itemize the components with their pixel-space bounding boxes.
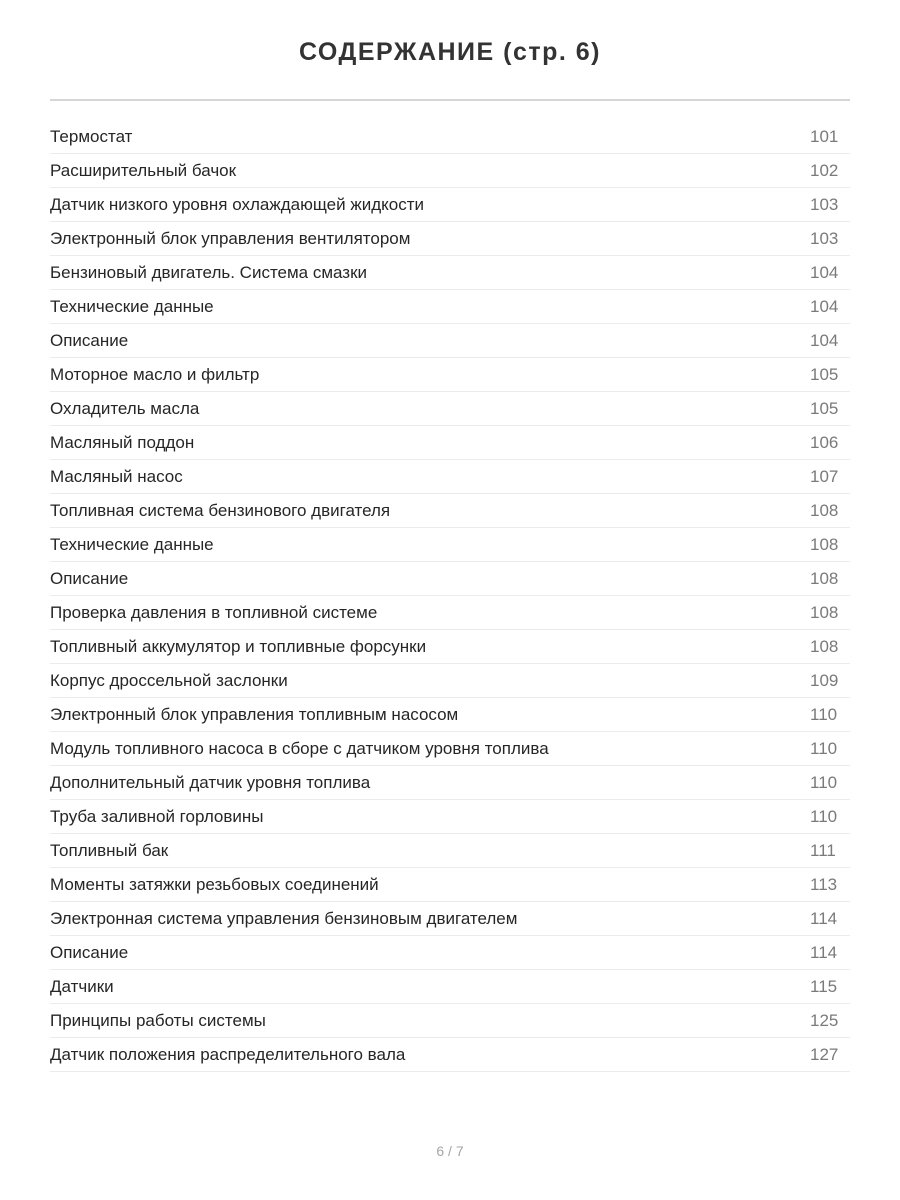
toc-entry-page: 102 xyxy=(810,160,839,180)
toc-entry-page: 110 xyxy=(810,704,838,724)
toc-entry-title: Топливный аккумулятор и топливные форсунки xyxy=(50,636,427,656)
toc-entry-title: Модуль топливного насоса в сборе с датчиком уровня топлива xyxy=(50,738,549,758)
toc-entry-page: 113 xyxy=(810,874,838,894)
toc-entry-title: Технические данные xyxy=(50,296,214,316)
toc-entry-page: 108 xyxy=(810,534,839,554)
toc-entry-title: Моменты затяжки резьбовых соединений xyxy=(50,874,379,894)
toc-entry-page: 108 xyxy=(810,602,839,622)
toc-entry-title: Технические данные xyxy=(50,534,214,554)
toc-row[interactable] xyxy=(50,834,850,868)
toc-entry-title: Труба заливной горловины xyxy=(50,806,264,826)
toc-entry-page: 110 xyxy=(810,806,838,826)
toc-row[interactable] xyxy=(50,800,850,834)
toc-row[interactable] xyxy=(50,460,850,494)
toc-entry-title: Моторное масло и фильтр xyxy=(50,364,260,384)
page-title: СОДЕРЖАНИЕ (стр. 6) xyxy=(298,38,602,66)
toc-entry-page: 110 xyxy=(810,738,838,758)
toc-row[interactable] xyxy=(50,936,850,970)
toc-row[interactable] xyxy=(50,358,850,392)
toc-entry-title: Бензиновый двигатель. Система смазки xyxy=(50,262,368,282)
toc-row[interactable] xyxy=(50,664,850,698)
toc-entry-title: Корпус дроссельной заслонки xyxy=(50,670,288,690)
toc-entry-page: 104 xyxy=(810,296,839,316)
toc-entry-page: 107 xyxy=(810,466,839,486)
toc-row[interactable] xyxy=(50,766,850,800)
toc-entry-page: 114 xyxy=(810,942,838,962)
toc-entry-title: Расширительный бачок xyxy=(50,160,237,180)
toc-entry-title: Принципы работы системы xyxy=(50,1010,266,1030)
toc-row[interactable] xyxy=(50,698,850,732)
toc-row[interactable] xyxy=(50,494,850,528)
toc-row[interactable] xyxy=(50,256,850,290)
toc-entry-title: Датчик положения распределительного вала xyxy=(50,1044,406,1064)
toc-entry-title: Термостат xyxy=(50,126,133,146)
toc-entry-page: 104 xyxy=(810,330,839,350)
toc-entry-page: 108 xyxy=(810,568,839,588)
toc-entry-title: Топливная система бензинового двигателя xyxy=(50,500,391,520)
toc-entry-title: Описание xyxy=(50,942,129,962)
toc-entry-page: 109 xyxy=(810,670,839,690)
toc-entry-title: Топливный бак xyxy=(50,840,169,860)
toc-row[interactable] xyxy=(50,732,850,766)
title-divider xyxy=(50,99,850,101)
toc-entry-title: Электронная система управления бензиновым двигателем xyxy=(50,908,518,928)
toc-entry-page: 108 xyxy=(810,636,839,656)
toc-entry-title: Датчики xyxy=(50,976,114,996)
toc-entry-page: 125 xyxy=(810,1010,839,1030)
toc-entry-page: 105 xyxy=(810,398,839,418)
toc-entry-page: 127 xyxy=(810,1044,839,1064)
toc-entry-page: 101 xyxy=(810,126,839,146)
toc-entry-page: 103 xyxy=(810,194,839,214)
toc-row[interactable] xyxy=(50,324,850,358)
toc-row[interactable] xyxy=(50,630,850,664)
toc-entry-title: Проверка давления в топливной системе xyxy=(50,602,378,622)
toc-row[interactable] xyxy=(50,528,850,562)
toc-row[interactable] xyxy=(50,120,850,154)
toc-row[interactable] xyxy=(50,392,850,426)
toc-entry-title: Описание xyxy=(50,330,129,350)
toc-entry-page: 114 xyxy=(810,908,838,928)
toc-row[interactable] xyxy=(50,868,850,902)
toc-row[interactable] xyxy=(50,154,850,188)
page-counter: 6 / 7 xyxy=(436,1143,464,1159)
toc-row[interactable] xyxy=(50,562,850,596)
toc-entry-page: 105 xyxy=(810,364,839,384)
toc-row[interactable] xyxy=(50,1038,850,1072)
toc-entry-title: Дополнительный датчик уровня топлива xyxy=(50,772,371,792)
toc-row[interactable] xyxy=(50,222,850,256)
toc-row[interactable] xyxy=(50,596,850,630)
toc-entry-page: 106 xyxy=(810,432,839,452)
toc-entry-page: 115 xyxy=(810,976,838,996)
toc-entry-page: 108 xyxy=(810,500,839,520)
toc-row[interactable] xyxy=(50,290,850,324)
toc-entry-page: 111 xyxy=(810,840,836,860)
toc-entry-page: 110 xyxy=(810,772,838,792)
toc-row[interactable] xyxy=(50,1004,850,1038)
toc-list xyxy=(50,120,850,1072)
toc-entry-page: 103 xyxy=(810,228,839,248)
toc-row[interactable] xyxy=(50,188,850,222)
toc-entry-title: Электронный блок управления топливным насосом xyxy=(50,704,459,724)
toc-entry-title: Охладитель масла xyxy=(50,398,200,418)
toc-entry-title: Электронный блок управления вентилятором xyxy=(50,228,411,248)
toc-row[interactable] xyxy=(50,970,850,1004)
toc-entry-title: Описание xyxy=(50,568,129,588)
toc-entry-title: Датчик низкого уровня охлаждающей жидкости xyxy=(50,194,424,214)
toc-entry-title: Масляный насос xyxy=(50,466,183,486)
toc-row[interactable] xyxy=(50,426,850,460)
toc-row[interactable] xyxy=(50,902,850,936)
toc-entry-title: Масляный поддон xyxy=(50,432,195,452)
toc-entry-page: 104 xyxy=(810,262,839,282)
